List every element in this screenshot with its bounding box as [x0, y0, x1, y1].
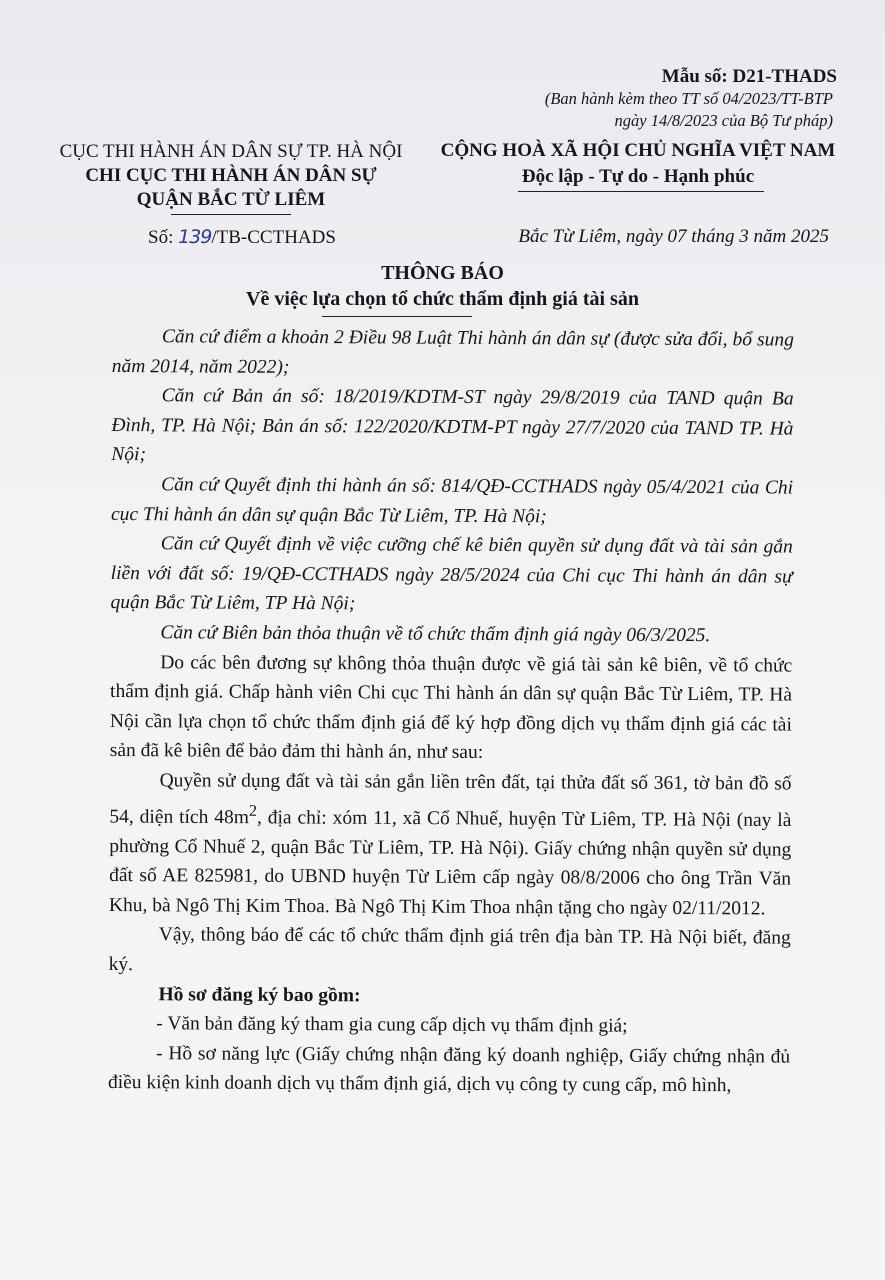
- paragraph-legal-basis-3: Căn cứ Quyết định thi hành án số: 814/QĐ-CCTHADS ngày 05/4/2021 của Chi cục Thi hành án dân sự quận Bắc Từ Liêm, TP. Hà Nội;: [110, 474, 794, 527]
- paragraph-asset: [109, 766, 792, 924]
- asset-text-part-1: Quyền sử dụng đất và tài sản gắn liền trên đất, tại thửa đất số 361, tờ bản đồ số 54, diện tích 48m: [109, 770, 792, 828]
- document-number-prefix: Số:: [148, 227, 179, 248]
- document-number: [148, 226, 336, 249]
- agency-line-2: CHI CỤC THI HÀNH ÁN DÂN SỰ: [85, 165, 377, 186]
- document-body: [108, 322, 794, 1101]
- paragraph-legal-basis-4: Căn cứ Quyết định về việc cưỡng chế kê biên quyền sử dụng đất và tài sản gắn liền với đất số: 19/QĐ-CCTHADS ngày 28/5/2024 của Chi cục Thi hành án dân sự quận Bắc Từ Liêm, TP Hà Nội;: [110, 533, 793, 615]
- nation-header: [428, 138, 848, 192]
- agency-line-1: CỤC THI HÀNH ÁN DÂN SỰ TP. HÀ NỘI: [59, 141, 403, 162]
- agency-header: [36, 140, 426, 215]
- paragraph-dossier-item-1: - Văn bản đăng ký tham gia cung cấp dịch vụ thẩm định giá;: [156, 1013, 628, 1037]
- subtitle-underline: [322, 316, 472, 317]
- handwritten-number: 139: [178, 226, 212, 248]
- paragraph-dossier-item-2: - Hồ sơ năng lực (Giấy chứng nhận đăng ký doanh nghiệp, Giấy chứng nhận đủ điều kiện kinh doanh dịch vụ thẩm định giá, dịch vụ công ty cung cấp, mô hình,: [107, 1042, 791, 1097]
- document-subtitle: Về việc lựa chọn tổ chức thẩm định giá tài sản: [246, 288, 639, 310]
- form-note-line-1: (Ban hành kèm theo TT số 04/2023/TT-BTP: [544, 89, 833, 108]
- agency-line-3: QUẬN BẮC TỪ LIÊM: [136, 189, 326, 210]
- nation-line-1: CỘNG HOÀ XÃ HỘI CHỦ NGHĨA VIỆT NAM: [440, 140, 836, 161]
- form-number: Mẫu số: D21-THADS: [661, 66, 837, 87]
- form-note: [545, 88, 833, 132]
- paragraph-legal-basis-2: Căn cứ Bản án số: 18/2019/KDTM-ST ngày 29/8/2019 của TAND quận Ba Đình, TP. Hà Nội; Bản án số: 122/2020/KDTM-PT ngày 27/7/2020 của TAND TP. Hà Nội;: [111, 385, 794, 466]
- nation-line-2: Độc lập - Tự do - Hạnh phúc: [521, 166, 755, 187]
- document-number-suffix: /TB-CCTHADS: [211, 227, 336, 248]
- document-date: Bắc Từ Liêm, ngày 07 tháng 3 năm 2025: [518, 226, 829, 247]
- paragraph-legal-basis-5: Căn cứ Biên bản thỏa thuận về tổ chức thẩm định giá ngày 06/3/2025.: [160, 622, 711, 647]
- paragraph-dossier-heading: Hồ sơ đăng ký bao gồm:: [158, 983, 361, 1006]
- document-title: THÔNG BÁO: [381, 262, 504, 284]
- nation-underline: [518, 191, 764, 192]
- paragraph-legal-basis-1: Căn cứ điểm a khoản 2 Điều 98 Luật Thi hành án dân sự (được sửa đổi, bổ sung năm 2014, năm 2022);: [111, 326, 794, 378]
- agency-underline: [171, 214, 291, 215]
- asset-text-part-2: , địa chỉ: xóm 11, xã Cổ Nhuế, huyện Từ Liêm, TP. Hà Nội (nay là phường Cổ Nhuế 2, quận Bắc Từ Liêm, TP. Hà Nội). Giấy chứng nhận quyền sử dụng đất số AE 825981, do UBND huyện Từ Liêm cấp ngày 08/8/2006 cho ông Trần Văn Khu, bà Ngô Thị Kim Thoa. Bà Ngô Thị Kim Thoa nhận tặng cho ngày 02/11/2012.: [108, 806, 792, 920]
- form-note-line-2: ngày 14/8/2023 của Bộ Tư pháp): [614, 111, 833, 130]
- asset-area-superscript: 2: [248, 801, 258, 820]
- paragraph-reason: Do các bên đương sự không thỏa thuận được về giá tài sản kê biên, về tổ chức thẩm định giá. Chấp hành viên Chi cục Thi hành án dân sự quận Bắc Từ Liêm, TP. Hà Nội cần lựa chọn tổ chức thẩm định giá để ký hợp đồng dịch vụ thẩm định giá các tài sản đã kê biên để bảo đảm thi hành án, như sau:: [109, 651, 793, 764]
- paragraph-announcement: Vậy, thông báo để các tổ chức thẩm định giá trên địa bàn TP. Hà Nội biết, đăng ký.: [108, 924, 791, 976]
